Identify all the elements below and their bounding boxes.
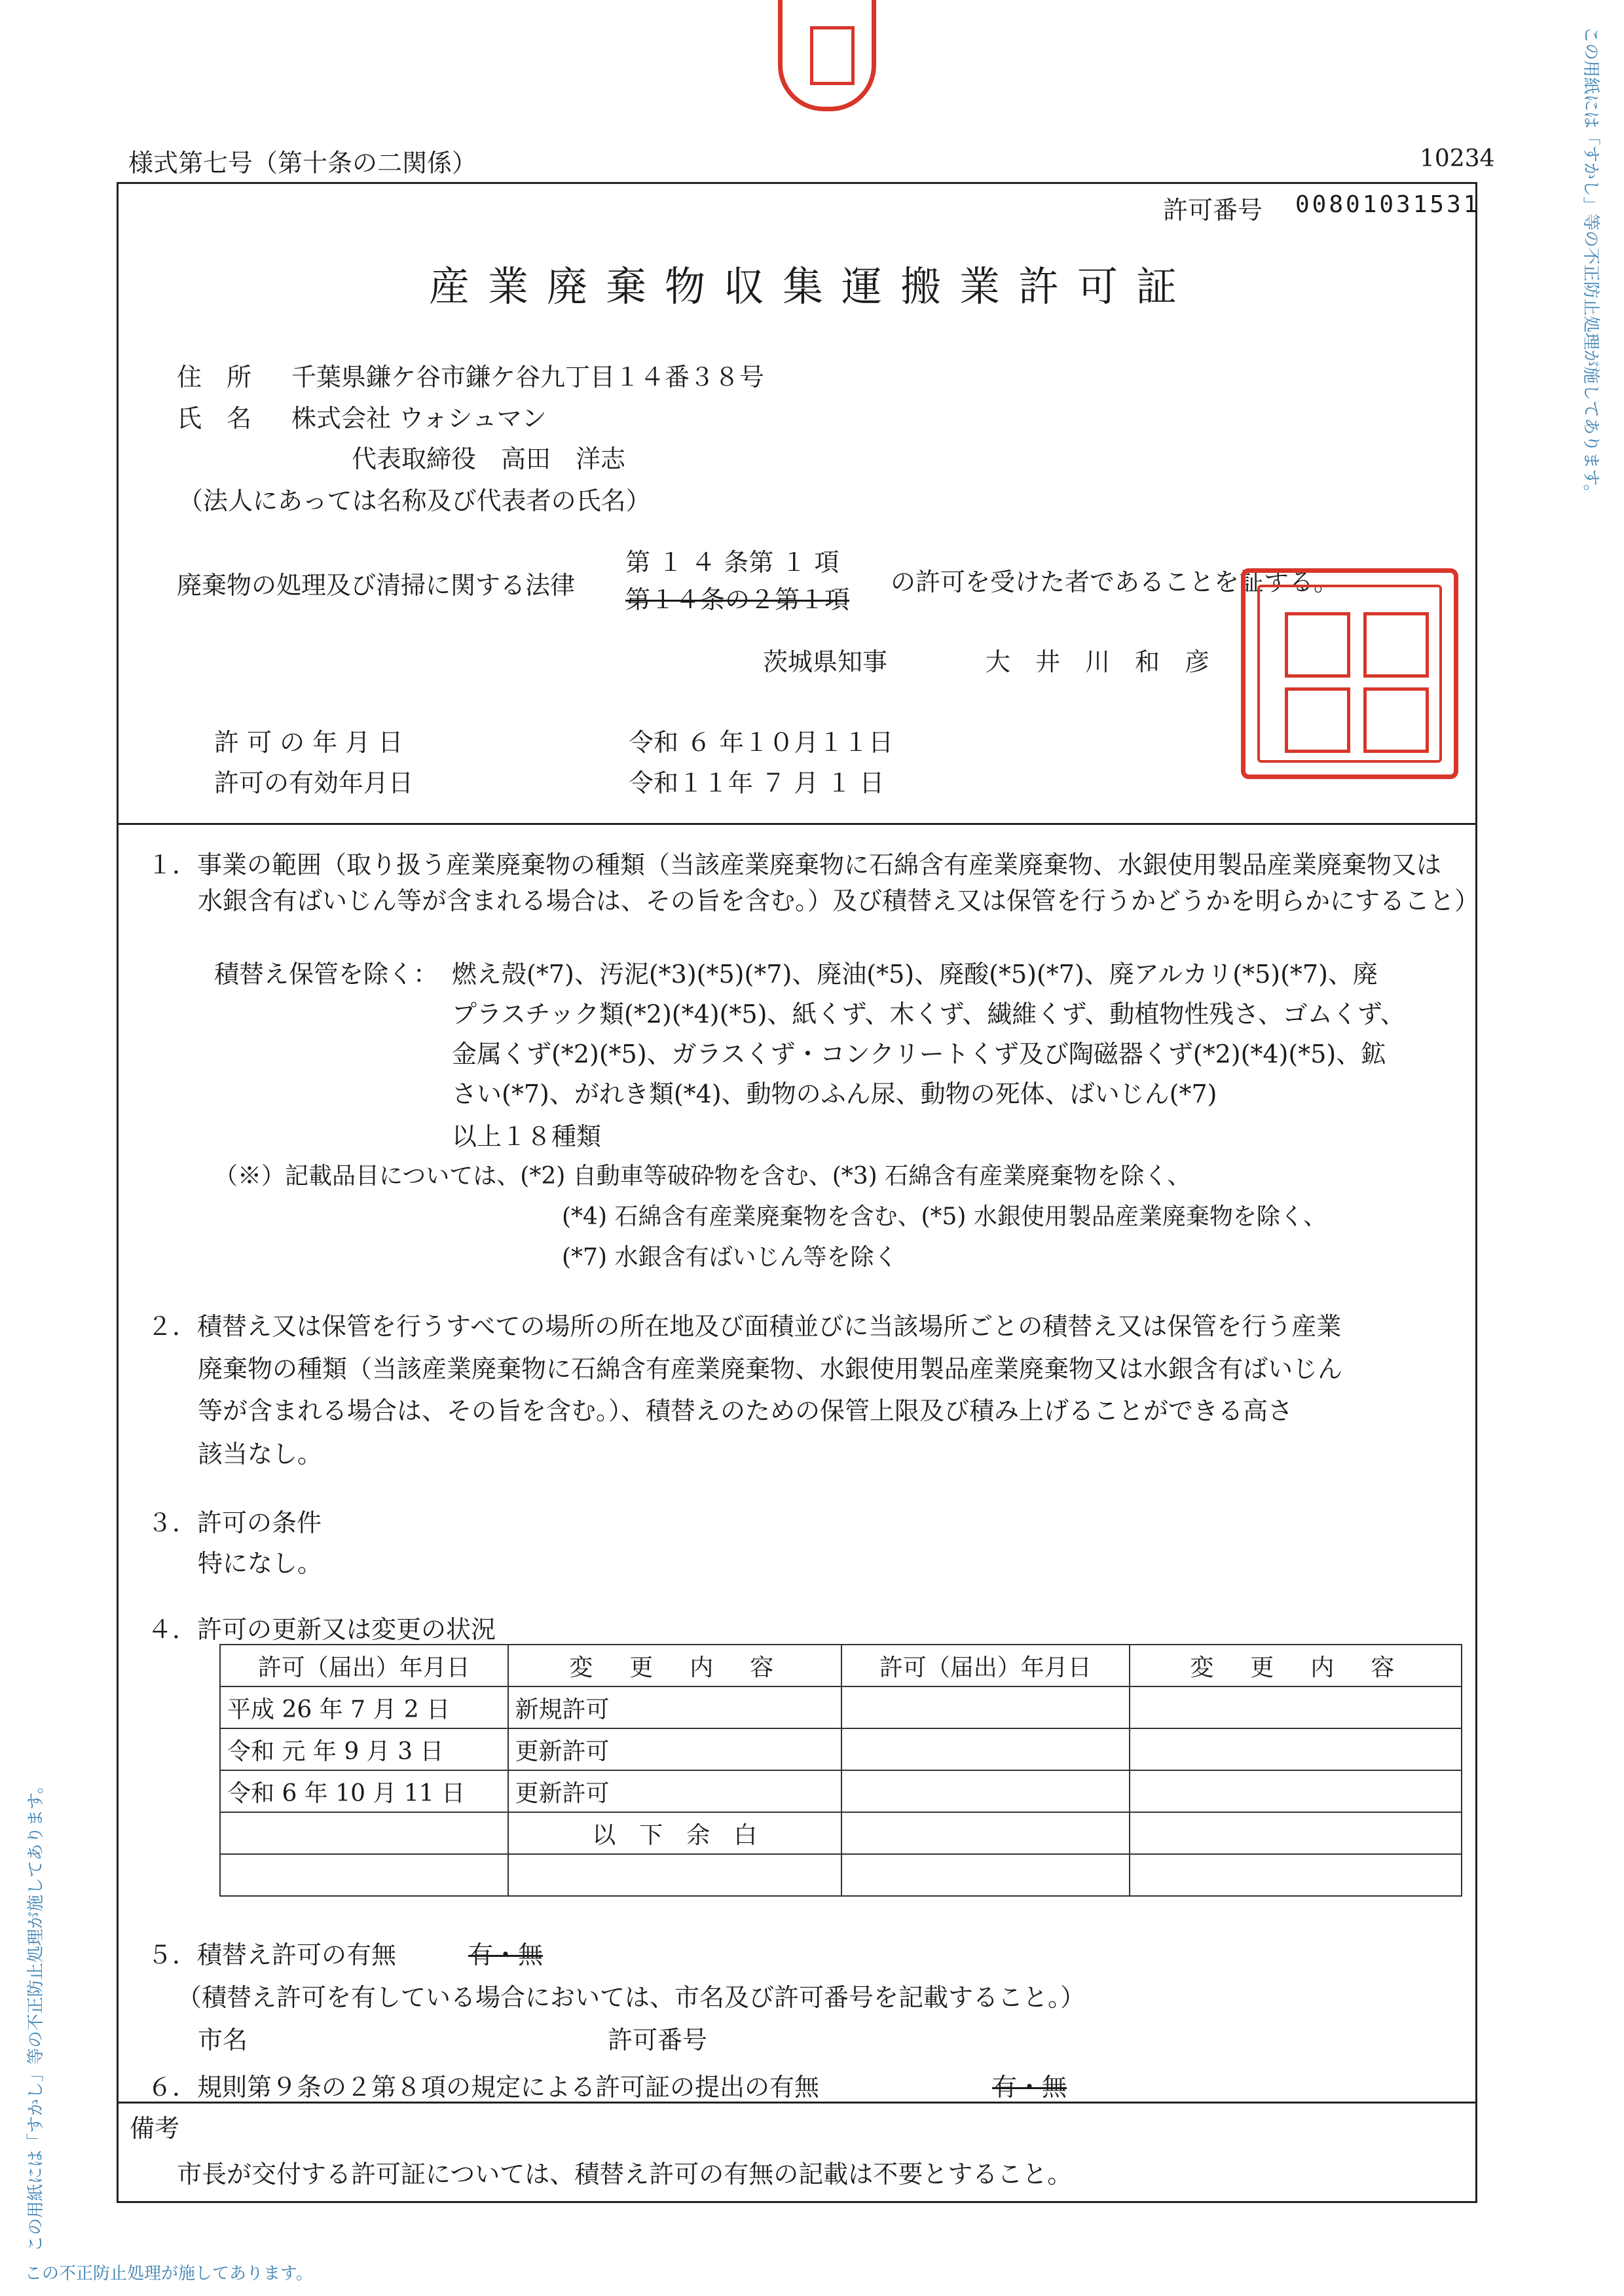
permit-label: 許可番号 bbox=[608, 2026, 708, 2054]
row-date: 令和 6 年 10 月 11 日 bbox=[220, 1770, 508, 1812]
section5-value: 有・無 bbox=[468, 1941, 544, 1969]
article-active: 第 １ ４ 条第 １ 項 bbox=[625, 548, 840, 577]
waste-items-line1: 燃え殻(*7)、汚泥(*3)(*5)(*7)、廃油(*5)、廃酸(*5)(*7)、廃アルカリ(*5)(*7)、廃 bbox=[452, 960, 1378, 989]
company-name: 株式会社 ウォシュマン bbox=[291, 404, 547, 433]
section4-heading: ４．許可の更新又は変更の状況 bbox=[147, 1615, 496, 1644]
section3-answer: 特になし。 bbox=[198, 1549, 323, 1578]
issuer-name: 大 井 川 和 彦 bbox=[986, 647, 1210, 676]
table-row bbox=[220, 1854, 1462, 1896]
footnote-line1: （※）記載品目については、(*2) 自動車等破砕物を含む、(*3) 石綿含有産業廃棄物を除く、 bbox=[214, 1163, 1191, 1190]
address-label: 住 所 bbox=[177, 363, 252, 392]
table-header-row bbox=[220, 1645, 1462, 1686]
footnote-line2: (*4) 石綿含有産業廃棄物を含む、(*5) 水銀使用製品産業廃棄物を除く、 bbox=[562, 1203, 1327, 1230]
table-row bbox=[220, 1812, 1462, 1854]
remarks-divider bbox=[117, 2102, 1477, 2104]
change-history-table bbox=[219, 1644, 1462, 1897]
section5-heading: ５．積替え許可の有無 bbox=[147, 1941, 397, 1969]
waste-items-line3: 金属くず(*2)(*5)、ガラスくず・コンクリートくず及び陶磁器くず(*2)(*4)(*5)、鉱 bbox=[452, 1040, 1386, 1068]
form-label: 様式第七号（第十条の二関係） bbox=[128, 149, 477, 177]
issue-date-label: 許 可 の 年 月 日 bbox=[214, 728, 403, 757]
seal-glyph-4 bbox=[1363, 687, 1429, 753]
section6-value: 有・無 bbox=[992, 2073, 1067, 2102]
remarks-label: 備考 bbox=[130, 2114, 180, 2143]
article-struck: 第１４条の２第１項 bbox=[625, 585, 850, 614]
permit-number-label: 許可番号 bbox=[1163, 196, 1263, 225]
page-title: 産業廃棄物収集運搬業許可証 bbox=[428, 263, 1195, 310]
row-change: 更新許可 bbox=[508, 1770, 841, 1812]
side-notice-right: この用紙には「すかし」等の不正防止処理が施してあります。 bbox=[1581, 26, 1600, 501]
section6-heading: ６．規則第９条の２第８項の規定による許可証の提出の有無 bbox=[147, 2073, 820, 2102]
row-date bbox=[220, 1812, 508, 1854]
col-change-header: 変 更 内 容 bbox=[508, 1645, 841, 1686]
representative: 代表取締役 高田 洋志 bbox=[352, 445, 626, 473]
issuer-title: 茨城県知事 bbox=[763, 647, 888, 676]
issue-date-value: 令和 ６ 年１０月１１日 bbox=[629, 728, 894, 757]
col-change-header-2: 変 更 内 容 bbox=[1130, 1645, 1462, 1686]
top-stamp-inner bbox=[810, 26, 855, 85]
footnote-line3: (*7) 水銀含有ばいじん等を除く bbox=[562, 1244, 898, 1271]
seal-glyph-3 bbox=[1285, 687, 1350, 753]
city-label: 市名 bbox=[198, 2026, 248, 2054]
row-date: 平成 26 年 7 月 2 日 bbox=[220, 1686, 508, 1728]
valid-date-label: 許可の有効年月日 bbox=[214, 769, 414, 797]
table-row bbox=[220, 1770, 1462, 1812]
valid-date-value: 令和１１年 ７ 月 １ 日 bbox=[629, 769, 885, 797]
section1-heading-2: 水銀含有ばいじん等が含まれる場合は、その旨を含む。）及び積替え又は保管を行うかどうかを明らかにすること） bbox=[198, 886, 1480, 915]
law-name: 廃棄物の処理及び清掃に関する法律 bbox=[177, 571, 576, 600]
storage-label: 積替え保管を除く： bbox=[214, 960, 439, 989]
row-change: 更新許可 bbox=[508, 1728, 841, 1770]
section5-note: （積替え許可を有している場合においては、市名及び許可番号を記載すること。） bbox=[177, 1983, 1086, 2012]
certification-statement: の許可を受けた者であることを証する。 bbox=[891, 568, 1339, 596]
seal-glyph-1 bbox=[1285, 612, 1350, 678]
remarks-text: 市長が交付する許可証については、積替え許可の有無の記載は不要とすること。 bbox=[177, 2160, 1073, 2189]
permit-number: 00801031531 bbox=[1295, 191, 1481, 218]
section1-heading-1: １．事業の範囲（取り扱う産業廃棄物の種類（当該産業廃棄物に石綿含有産業廃棄物、水銀使用製品産業廃棄物又は bbox=[147, 850, 1442, 879]
doc-code: 10234 bbox=[1420, 145, 1495, 172]
waste-items-line2: プラスチック類(*2)(*4)(*5)、紙くず、木くず、繊維くず、動植物性残さ、ゴムくず、 bbox=[452, 1000, 1405, 1029]
governor-seal bbox=[1241, 568, 1458, 779]
address-value: 千葉県鎌ケ谷市鎌ケ谷九丁目１４番３８号 bbox=[291, 363, 765, 392]
table-row bbox=[220, 1728, 1462, 1770]
section2-line2: 廃棄物の種類（当該産業廃棄物に石綿含有産業廃棄物、水銀使用製品産業廃棄物又は水銀含有ばいじん bbox=[198, 1355, 1343, 1383]
section2-line3: 等が含まれる場合は、その旨を含む。）、積替えのための保管上限及び積み上げることができる高さ bbox=[198, 1396, 1293, 1425]
section3-heading: ３．許可の条件 bbox=[147, 1508, 322, 1537]
bottom-notice: この不正防止処理が施してあります。 bbox=[25, 2264, 313, 2284]
row-change: 新規許可 bbox=[508, 1686, 841, 1728]
row-date: 令和 元 年 9 月 3 日 bbox=[220, 1728, 508, 1770]
col-date-header-2: 許可（届出）年月日 bbox=[841, 1645, 1130, 1686]
name-label: 氏 名 bbox=[177, 404, 252, 433]
section2-answer: 該当なし。 bbox=[198, 1440, 323, 1468]
waste-items-total: 以上１８種類 bbox=[452, 1122, 602, 1151]
top-stamp-seal bbox=[778, 0, 876, 111]
col-date-header: 許可（届出）年月日 bbox=[220, 1645, 508, 1686]
seal-glyph-2 bbox=[1363, 612, 1429, 678]
holder-note: （法人にあっては名称及び代表者の氏名） bbox=[178, 486, 651, 515]
side-notice-left: この用紙には「すかし」等の不正防止処理が施してあります。 bbox=[26, 1777, 46, 2252]
table-row bbox=[220, 1686, 1462, 1728]
row-change: 以 下 余 白 bbox=[508, 1812, 841, 1854]
section2-line1: ２．積替え又は保管を行うすべての場所の所在地及び面積並びに当該場所ごとの積替え又は保管を行う産業 bbox=[147, 1312, 1342, 1341]
waste-items-line4: さい(*7)、がれき類(*4)、動物のふん尿、動物の死体、ばいじん(*7) bbox=[452, 1080, 1217, 1108]
